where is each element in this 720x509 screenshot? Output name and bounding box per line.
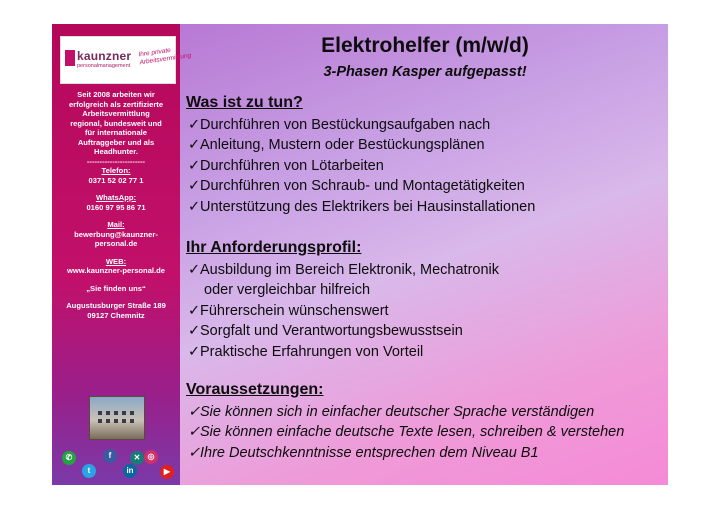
list-item: ✓Ausbildung im Bereich Elektronik, Mechatronik <box>188 260 499 280</box>
tasks-list <box>188 115 535 217</box>
check-icon: ✓ <box>188 157 201 174</box>
check-icon: ✓ <box>188 323 201 340</box>
instagram-icon[interactable]: ◎ <box>144 450 158 464</box>
logo-tagline: Ihre private Arbeitsvermittlung <box>138 46 192 67</box>
list-item: ✓Sie können sich in einfacher deutscher Sprache verständigen <box>188 402 624 422</box>
job-flyer <box>52 24 668 485</box>
phone-label: Telefon: <box>101 166 131 175</box>
check-icon: ✓ <box>188 343 201 360</box>
company-logo <box>60 36 192 84</box>
requirements-list <box>188 260 499 362</box>
whatsapp-number[interactable]: 0160 97 95 86 71 <box>86 202 146 212</box>
check-icon: ✓ <box>188 444 201 461</box>
logo-mark-icon <box>65 50 75 66</box>
mail-label: Mail: <box>107 220 125 229</box>
twitter-icon[interactable]: t <box>82 464 96 478</box>
web-label: WEB: <box>105 256 127 266</box>
list-item: ✓Ihre Deutschkenntnisse entsprechen dem Niveau B1 <box>188 443 624 463</box>
company-info <box>54 90 178 320</box>
list-item: ✓Führerschein wünschenswert <box>188 301 499 321</box>
logo-subtitle: personalmanagement <box>77 63 131 69</box>
whatsapp-icon[interactable]: ✆ <box>62 451 76 465</box>
check-icon: ✓ <box>188 302 201 319</box>
company-sidebar <box>52 24 192 485</box>
whatsapp-label: WhatsApp: <box>95 193 137 202</box>
list-item: ✓Sorgfalt und Verantwortungsbewusstsein <box>188 321 499 341</box>
xing-icon[interactable]: ✕ <box>130 451 144 465</box>
check-icon: ✓ <box>188 424 201 441</box>
requirements-heading: Ihr Anforderungsprofil: <box>186 239 362 256</box>
prerequisites-heading: Voraussetzungen: <box>186 381 324 398</box>
prerequisites-list <box>188 402 624 463</box>
list-item: ✓Praktische Erfahrungen von Vorteil <box>188 342 499 362</box>
list-item: ✓Durchführen von Lötarbeiten <box>188 156 535 176</box>
job-subtitle: 3-Phasen Kasper aufgepasst! <box>323 64 527 80</box>
slogan: „Sie finden uns“ <box>86 283 146 293</box>
check-icon: ✓ <box>188 117 201 133</box>
linkedin-icon[interactable]: in <box>123 464 137 478</box>
web-link[interactable]: www.kaunzner-personal.de <box>66 266 166 275</box>
check-icon: ✓ <box>188 198 201 215</box>
list-item: ✓Unterstützung des Elektrikers bei Hausinstallationen <box>188 197 535 217</box>
check-icon: ✓ <box>188 404 201 420</box>
facebook-icon[interactable]: f <box>103 449 117 463</box>
list-item: ✓Sie können einfache deutsche Texte lesen, schreiben & verstehen <box>188 422 624 442</box>
tasks-heading: Was ist zu tun? <box>186 94 303 111</box>
check-icon: ✓ <box>188 137 201 154</box>
list-item: ✓Durchführen von Schraub- und Montagetätigkeiten <box>188 176 535 196</box>
list-item: ✓Durchführen von Bestückungsaufgaben nach <box>188 115 535 135</box>
check-icon: ✓ <box>188 262 201 278</box>
youtube-icon[interactable]: ▶ <box>160 465 174 479</box>
mail-address[interactable]: bewerbung@kaunzner- personal.de <box>74 229 158 248</box>
list-item: ✓Anleitung, Mustern oder Bestückungsplänen <box>188 135 535 155</box>
office-building-image <box>89 396 145 440</box>
intro-text: Seit 2008 arbeiten wir erfolgreich als zertifizierte Arbeitsvermittlung regional, bundesweit und für internationale Auftraggeber und als Headhunter. <box>68 90 164 156</box>
divider: ----------------------- <box>86 156 146 166</box>
phone-number[interactable]: 0371 52 02 77 1 <box>88 175 144 185</box>
logo-name: kaunzner <box>77 49 132 63</box>
check-icon: ✓ <box>188 178 201 195</box>
address-street: Augustusburger Straße 189 <box>66 301 166 310</box>
job-title: Elektrohelfer (m/w/d) <box>321 34 529 57</box>
list-item: oder vergleichbar hilfreich <box>204 282 371 299</box>
address-city: 09127 Chemnitz <box>87 310 145 320</box>
